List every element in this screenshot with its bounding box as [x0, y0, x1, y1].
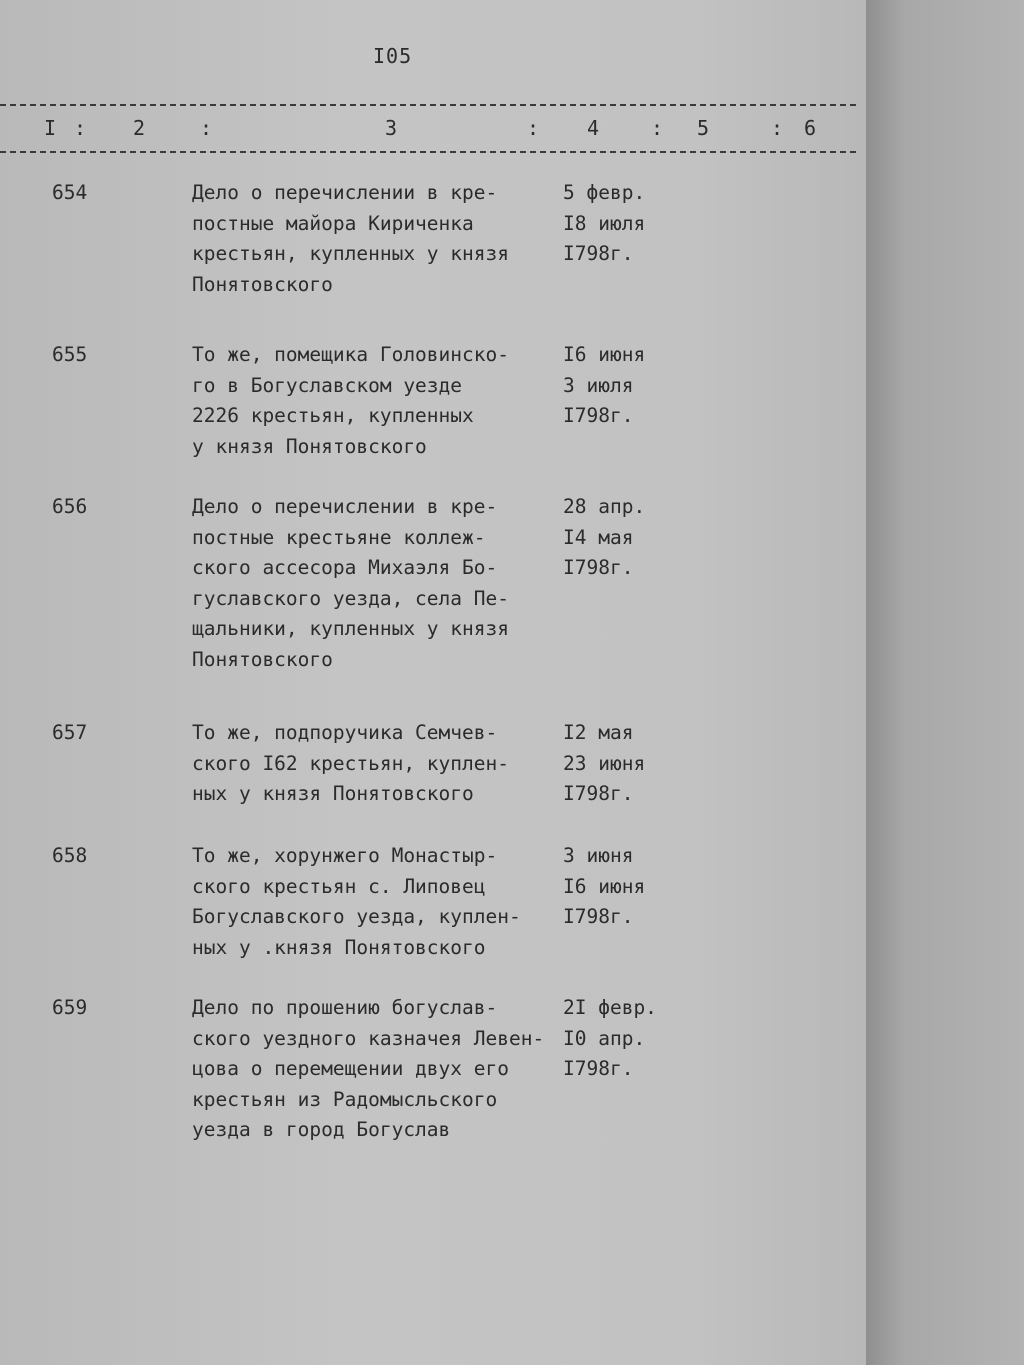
date-line: I8 июля [563, 211, 646, 235]
date-line: I2 мая [563, 721, 634, 744]
entry-dates [563, 718, 645, 810]
description-line: Дело о перечислении в кре- [192, 495, 498, 518]
description-line: крестьян, купленных у князя [192, 242, 509, 265]
description-line: гуславского уезда, села Пе- [192, 586, 509, 610]
description-line: Богуславского уезда, куплен- [192, 905, 521, 928]
description-line: ных у князя Понятовского [192, 782, 474, 805]
description-line: 2226 крестьян, купленных [192, 404, 474, 427]
date-line: I4 мая [563, 525, 634, 549]
column-header-2: 2 [133, 116, 146, 140]
column-header-5: 5 [697, 116, 710, 140]
entry-number: 654 [52, 181, 88, 204]
date-line: 23 июня [563, 751, 646, 775]
entry-number: 658 [52, 844, 88, 867]
description-line: ского I62 крестьян, куплен- [192, 751, 509, 775]
date-line: I6 июня [563, 343, 646, 366]
description-line: ского крестьян с. Липовец [192, 874, 486, 898]
description-line: цова о перемещении двух его [192, 1057, 509, 1080]
description-line: уезда в город Богуслав [192, 1118, 451, 1141]
column-separator: : [651, 116, 664, 140]
description-line: То же, хорунжего Монастыр- [192, 844, 498, 867]
date-line: I6 июня [563, 874, 646, 898]
entry-description [192, 993, 544, 1146]
description-line: го в Богуславском уезде [192, 373, 463, 397]
date-line: 3 июня [563, 844, 634, 867]
description-line: То же, подпоручика Семчев- [192, 721, 498, 744]
entry-description [192, 340, 509, 462]
date-line: I798г. [563, 905, 634, 928]
description-line: Понятовского [192, 647, 333, 671]
description-line: крестьян из Радомысльского [192, 1087, 498, 1111]
column-header-1: I [44, 116, 57, 140]
column-separator: : [771, 116, 784, 140]
description-line: у князя Понятовского [192, 434, 427, 458]
description-line: ского уездного казначея Левен- [192, 1026, 545, 1050]
entry-description [192, 492, 509, 675]
description-line: ского ассесора Михаэля Бо- [192, 556, 498, 579]
entry-dates [563, 841, 645, 933]
entry-dates [563, 993, 657, 1085]
page-edge-shadow [866, 0, 1024, 1365]
entry-dates [563, 492, 645, 584]
date-line: 3 июля [563, 373, 634, 397]
header-rule-bottom [0, 151, 856, 153]
entry-number: 659 [52, 996, 88, 1019]
entry-number: 656 [52, 495, 88, 518]
description-line: Понятовского [192, 272, 333, 296]
date-line: I798г. [563, 556, 634, 579]
description-line: щальники, купленных у князя [192, 617, 509, 640]
date-line: 5 февр. [563, 181, 646, 204]
date-line: I798г. [563, 404, 634, 427]
description-line: То же, помещика Головинско- [192, 343, 509, 366]
column-header-6: 6 [804, 116, 817, 140]
column-separator: : [200, 116, 213, 140]
entry-number: 657 [52, 721, 88, 744]
date-line: 28 апр. [563, 495, 646, 518]
description-line: ных у .князя Понятовского [192, 935, 486, 959]
entry-dates [563, 178, 645, 270]
header-rule-top [0, 104, 856, 106]
column-header-4: 4 [587, 116, 600, 140]
entry-dates [563, 340, 645, 432]
column-separator: : [74, 116, 87, 140]
column-separator: : [527, 116, 540, 140]
entry-description [192, 718, 509, 810]
date-line: I798г. [563, 782, 634, 805]
date-line: I0 апр. [563, 1026, 646, 1050]
page-number: I05 [373, 44, 413, 68]
column-header-3: 3 [385, 116, 398, 140]
entry-number: 655 [52, 343, 88, 366]
description-line: Дело о перечислении в кре- [192, 181, 498, 204]
entry-description [192, 178, 509, 300]
description-line: постные майора Кириченка [192, 211, 474, 235]
date-line: 2I февр. [563, 996, 657, 1019]
entry-description [192, 841, 521, 963]
description-line: постные крестьяне коллеж- [192, 525, 486, 549]
description-line: Дело по прошению богуслав- [192, 996, 498, 1019]
date-line: I798г. [563, 1057, 634, 1080]
date-line: I798г. [563, 242, 634, 265]
